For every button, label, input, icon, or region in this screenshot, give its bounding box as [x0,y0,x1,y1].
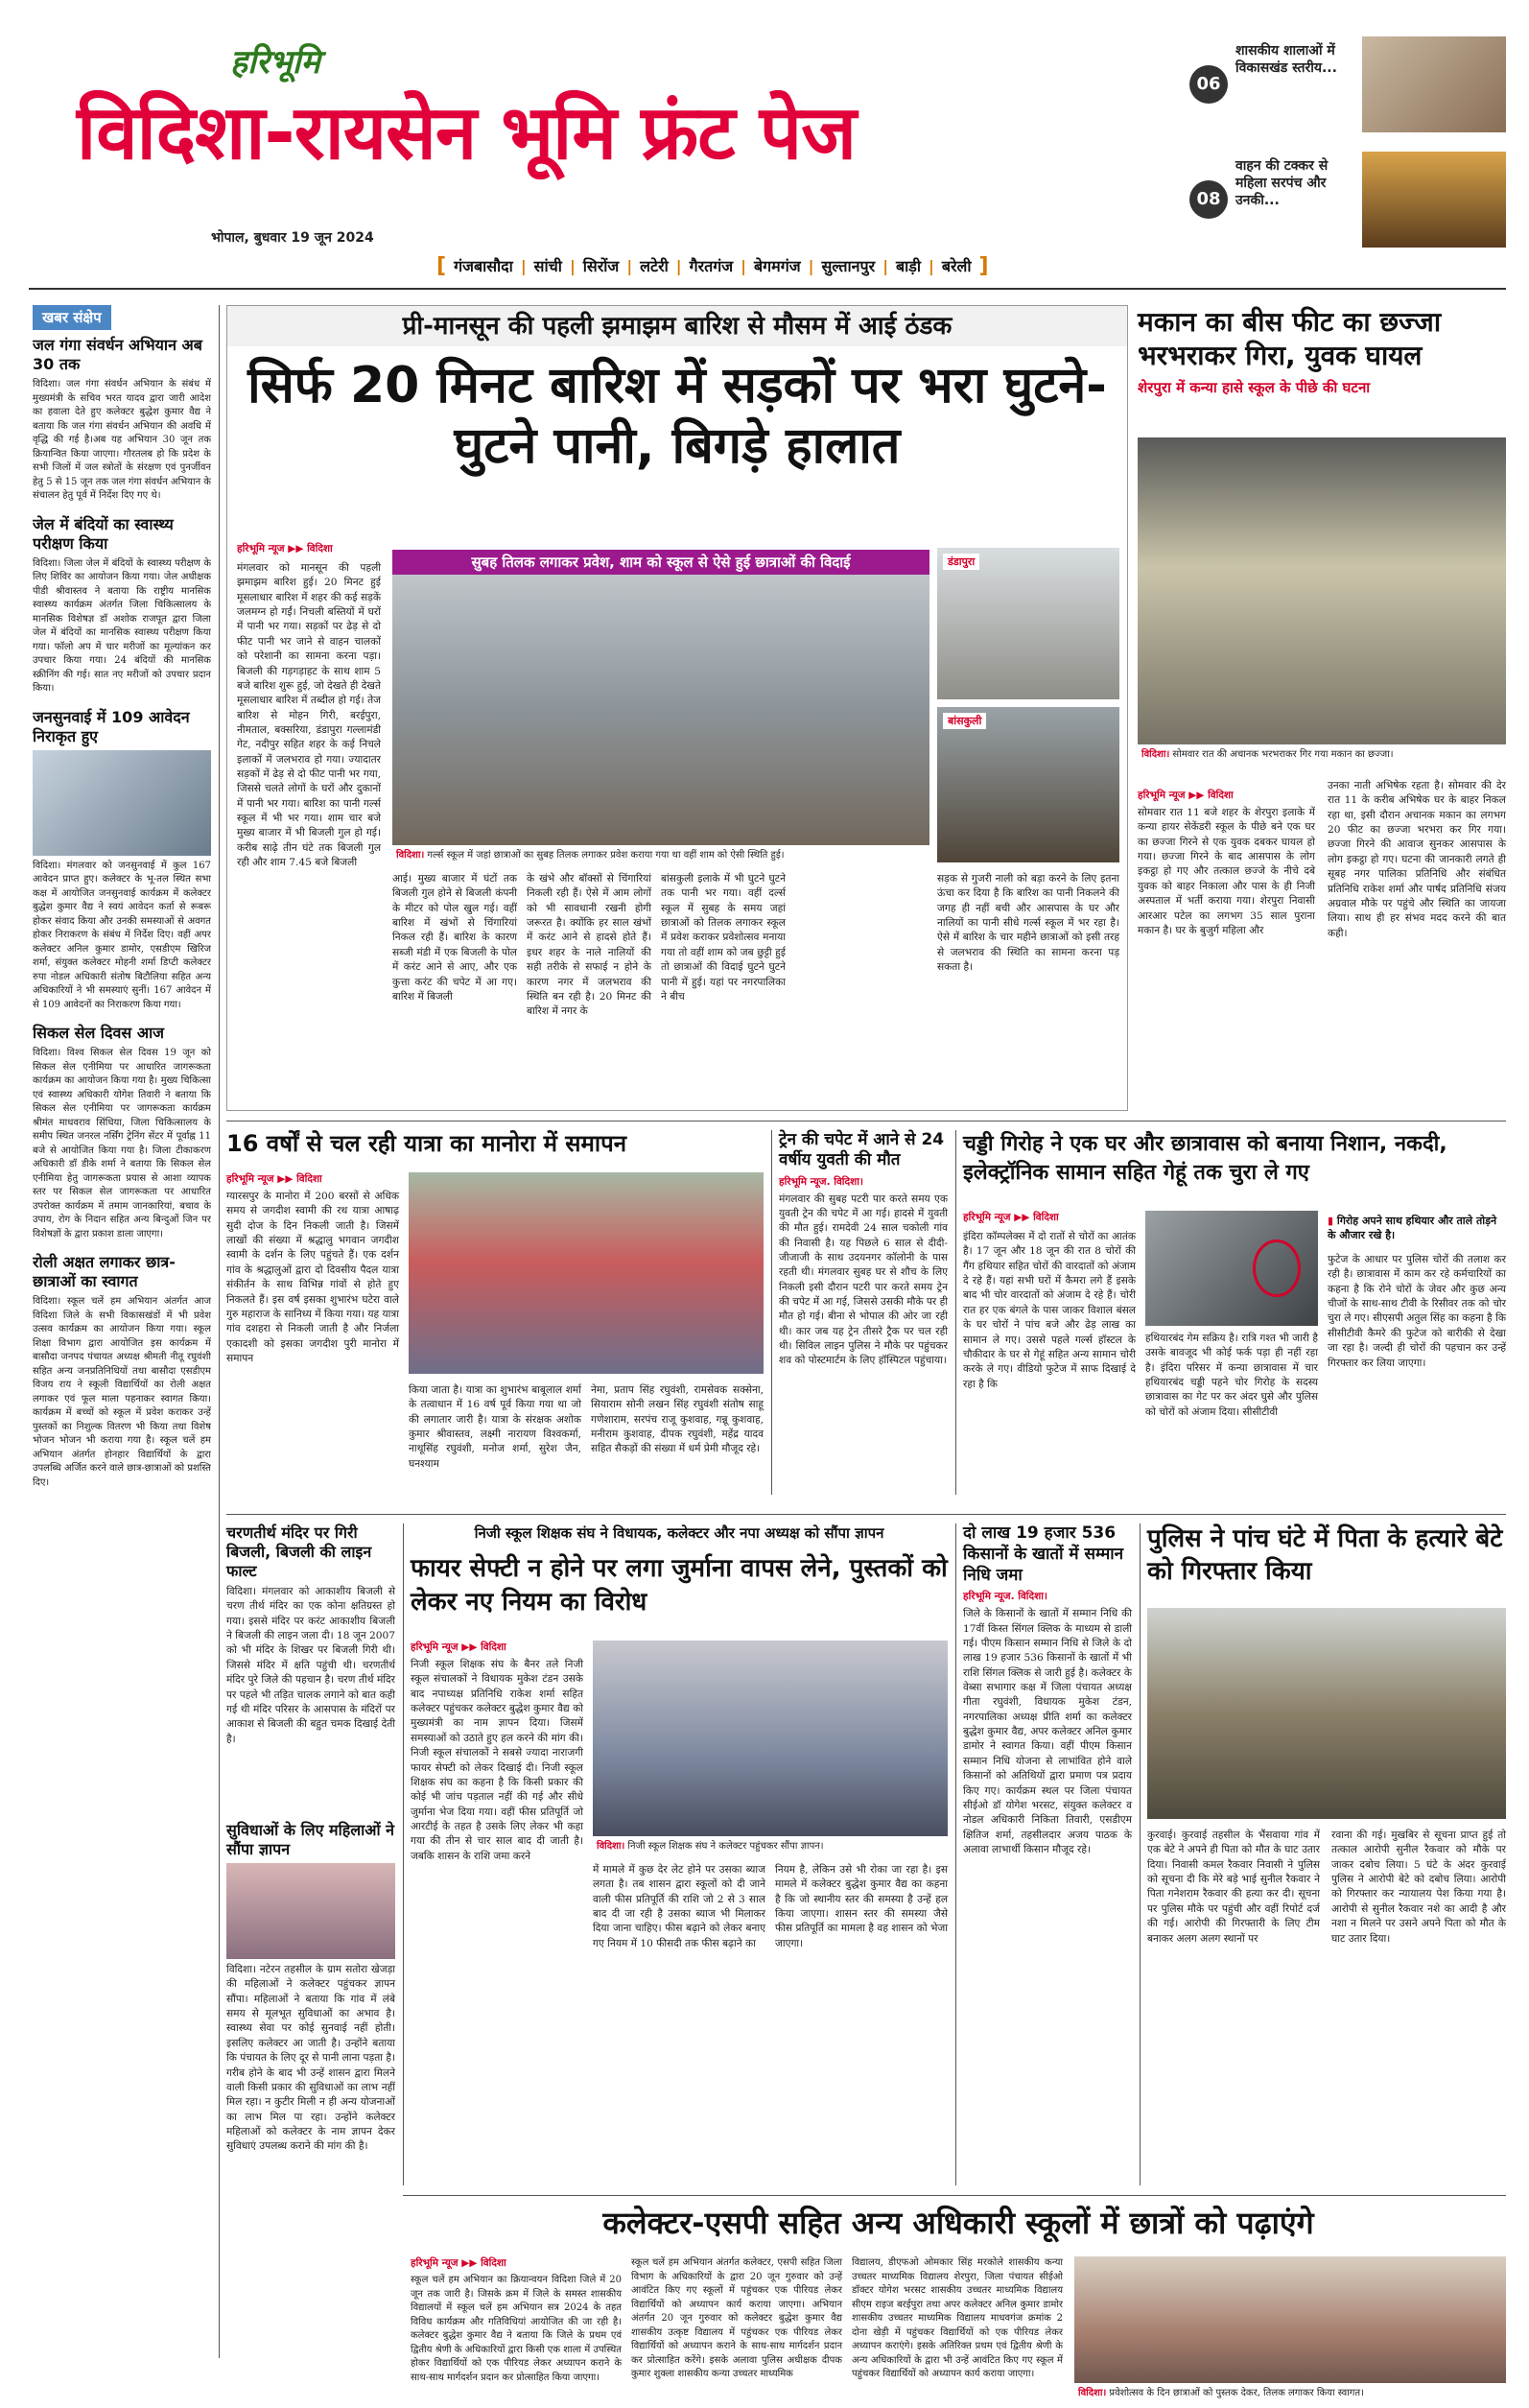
brief-title[interactable]: जनसुनवाई में 109 आवेदन निराकृत हुए [33,707,190,745]
theft-col-2: हथियारबंद गेम सक्रिय है। रात्रि गश्त भी जारी है उसके बावजूद भी कोई फर्क पड़ा ही नहीं रहा है। इंदिरा परिसर में कन्या छात्रावास में चार हथियारबंद चड्डी पहने चोर गिरोह के सदस्य छात्रावास का गेट पर कर अंदर घुसे और पुलिस को चोरों को अंजाम दिया। सीसीटीवी [1145,1333,1318,1418]
train-headline[interactable]: ट्रेन की चपेट में आने से 24 वर्षीय युवती की मौत [779,1130,945,1170]
teaser-page-badge: 08 [1189,180,1228,219]
collector-photo [1074,2256,1506,2400]
yatra-story [226,1130,764,1509]
fire-col-3: नियम है, लेकिन उसे भी रोका जा रहा है। इस मामले में कलेक्टर बुद्धेश कुमार वैद्य का कहना है कि जो स्थानीय स्तर की समस्या है उन्हें हल किया जाएगा। शासन स्तर की समस्या जैसे फीस प्रतिपूर्ति का मामला है वह शासन को भेजा जाएगा। [775,1864,948,1949]
photo-tag: बांसकुली [943,713,986,729]
collapse-story [1138,305,1506,1111]
lead-col-1: मंगलवार को मानसून की पहली झमाझम बारिश हुई। 20 मिनट हुई मूसलाधार बारिश में शहर की कई सड़कें जलमग्न हो गईं। निचली बस्तियों में घरों में पानी भर गया। सड़कों पर ढेड़ से दो फीट पानी भर जाने से वाहन चालकों को परेशानी का सामना करना पड़ा। बिजली की गड़गड़ाहट के साथ शाम 5 बजे बारिश शुरू हुई, जो देखते ही देखते मूसलाधार बारिश में तब्दील हो गई। तेज बारिश से मोहन गिरी, बरईपुरा, नीमताल, बक्सरिया, डंडापुरा गल्लामंडी गेट, नदीपुर सहित शहर के कई निचले इलाकों में जलभराव हो गया। ज्यादातर सड़कों में ढेड़ से दो फीट पानी भर गया, जिससे चलते लोगों के घरों और दुकानों में पानी भर गया। बारिश का पानी गर्ल्स स्कूल में भी भर गया। शाम चार बजे मुख्य बाजार में भी बिजली गुल हो गई। करीब साढ़े तीन घंटे तक बिजली गुल रही और शाम 7.45 बजे बिजली [237,562,381,869]
town-name[interactable]: बेगमगंज [754,257,801,275]
kisan-story [963,1523,1132,2185]
sewing-photo [226,1863,395,1959]
brief-title[interactable]: सिकल सेल दिवस आज [33,1024,165,1042]
lead-col-4: बांसकुली इलाके में भी घुटने घुटने तक पानी भर गया। वहीं दर्ल्स स्कूल में सुबह के समय जहां छात्राओं को तिलक लगाकर स्कूल में प्रवेश कराकर प्रवेशोत्सव मनाया गया तो वहीं शाम को जब छुट्टी हुई तो छात्राओं की विदाई घुटने घुटने पानी में हुई। यहां पर नगरपालिका ने बीच [661,873,786,1003]
caption-text: गर्ल्स स्कूल में जहां छात्राओं का सुबह तिलक लगाकर प्रवेश कराया गया था वहीं शाम को ऐसी स्थिति हुई। [427,850,785,861]
kisan-text: जिले के किसानों के खातों में सम्मान निधि की 17वीं किस्त सिंगल क्लिक के माध्यम से डाली गई। पीएम किसान सम्मान निधि से जिले के दो लाख 19 हजार 536 किसानों के खातों में भी राशि सिंगल क्लिक से जारी हुई है। कलेक्टर के वेब्सा सभागार कक्ष में जिला पंचायत अध्यक्ष गीता रघुवंशी, विधायक मुकेश टंडन, नगरपालिका अध्यक्ष प्रीति शर्मा का कलेक्टर बुद्धेश कुमार वैद्य, अपर कलेक्टर अनिल कुमार डामोर ने स्वागत किया। वहीं पीएम किसान सम्मान निधि योजना से लाभांवित होने वाले किसानों को अतिथियों द्वारा प्रमाण पत्र प्रदाय किए गए। कार्यक्रम स्थल पर जिला पंचायत सीईओ डॉ योगेश भरसट, संयुक्त कलेक्टर व नोडल अधिकारी निकिता तिवारी, एसडीएम क्षितिज शर्मा, तहसीलदार अजय पाठक के अलावा लाभार्थी किसान मौजूद रहे। [963,1608,1132,1855]
caption-prefix: विदिशा। [597,1841,625,1852]
brief-text: विदिशा। विश्व सिकल सेल दिवस 19 जून को सिकल सेल एनीमिया पर आधारित जागरूकता कार्यक्रम का आयोजन किया गया है। मुख्य चिकित्सा एवं स्वास्थ्य अधिकारी योगेश तिवारी ने बताया कि सिकल सेल एनीमिया पर जागरूकता कार्यक्रम श्रीमंत माधवराव सिंधिया, जिला चिकित्सालय के समीप स्थित जनरल नर्सिंग ट्रेनिंग सेंटर में पूर्वाह्न 11 बजे से आयोजित किया गया है। जिला टीकाकरण अधिकारी डॉ डीके शर्मा ने बताया कि सिकल सेल एनीमिया हेतु जागरूकता प्रयास से आशा व्यापक स्तर पर सिकल सेल जागरूकता पर आधारित उपरोक्त कार्यक्रम में तमाम जानकारियां, बचाव के उपाय, रोग के निदान सहित अन्य बिन्दुओं जिन पर विशेषज्ञों के द्वारा प्रकाश डाला जाएगा। [33,1048,211,1239]
yatra-col-2: किया जाता है। यात्रा का शुभारंभ बाबूलाल शर्मा के तत्वाधान में 16 वर्ष पूर्व किया गया था जो की लगातार जारी है। यात्रा के संरक्षक अशोक कुमार श्रीवास्तव, लक्ष्मी नारायण विश्वकर्मा, नाथूसिंह रघुवंशी, मनोज शर्मा, सुरेश जैन, घनश्याम [409,1384,581,1470]
fire-byline: हरिभूमि न्यूज ▶▶ विदिशा [411,1641,506,1653]
yatra-byline: हरिभूमि न्यूज ▶▶ विदिशा [226,1173,322,1185]
brief-item [33,1253,211,1490]
yatra-col-1: ग्यारसपुर के मानोरा में 200 बरसों से अधिक समय से जगदीश स्वामी की रथ यात्रा आषाढ़ सुदी दोज के दिन निकली जाती है। जिसमें लाखों की संख्या में श्रद्धालु भगवान जगदीश स्वामी के दर्शन के लिए पहुंचते हैं। एक दर्शन गांव के श्रद्धालुओं द्वारा दो दिवसीय पैदल यात्रा संकीर्तन के साथ विभिन्न गांवों से होते हुए निकलते हैं। इस वर्ष इसका शुभारंभ घटेरा वाले गुरु महाराज के सानिध्य में किया गया। यह यात्रा गांव दशहरा से निकली जाती है और निर्जला एकादशी को इसका जगदीश पुरी मानोरा में समापन [226,1191,399,1364]
collector-headline[interactable]: कलेक्टर-एसपी सहित अन्य अधिकारी स्कूलों में छात्रों को पढ़ाएंगे [602,2205,1314,2241]
caption-text: निजी स्कूल शिक्षक संघ ने कलेक्टर पहुंचकर सौंपा ज्ञापन। [627,1841,824,1852]
police-headline[interactable]: पुलिस ने पांच घंटे में पिता के हत्यारे बेटे को गिरफ्तार किया [1147,1524,1503,1586]
lead-headline[interactable]: सिर्फ 20 मिनट बारिश में सड़कों पर भरा घुटने-घुटने पानी, बिगड़े हालात [247,357,1107,476]
lead-col-2: आई। मुख्य बाजार में घंटों तक बिजली गुल होने से बिजली कंपनी के मीटर को पोल खुल गई। वहीं बारिश में खंभों से चिंगारियां निकल रही हैं। बारिश के कारण सब्जी मंडी में एक बिजली के पोल में करंट आने से आए, और एक कुत्ता करंट की चपेट में आ गए। बारिश में बिजली [392,873,517,1003]
caption-text: प्रवेशोत्सव के दिन छात्राओं को पुस्तक देकर, तिलक लगाकर किया स्वागत। [1109,2388,1364,2398]
kisan-headline[interactable]: दो लाख 19 हजार 536 किसानों के खातों में सम्मान निधि जमा [963,1523,1124,1585]
lead-story [226,305,1128,1111]
teaser-1[interactable] [1189,36,1506,132]
temple-headline[interactable]: चरणतीर्थ मंदिर पर गिरी बिजली, बिजली की लाइन फाल्ट [226,1523,372,1580]
fire-story [411,1523,948,2185]
briefs-column [33,305,211,2339]
brand-logo: हरिभूमि [230,43,320,82]
collapse-caption [1138,744,1506,762]
train-byline: हरिभूमि न्यूज. विदिशा। [779,1175,863,1188]
town-name[interactable]: सिरोंज [582,257,620,275]
lead-col-5: सड़क से गुजरी नाली को बड़ा करने के लिए इतना ऊंचा कर दिया है कि बारिश का पानी निकलने की जगह ही नहीं बची और आसपास के घर और नालियों का पानी सीधे गर्ल्स स्कूल में भर रहा है। ऐसे में बारिश के चार महीने छात्राओं को इसी तरह से जलभराव की स्थिति का सामना करना पड़ सकता है। [937,873,1119,974]
lead-photo-caption [392,845,929,862]
collapse-col-1: सोमवार रात 11 बजे शहर के शेरपुरा इलाके में कन्या हायर सेकेंडरी स्कूल के पीछे बने एक घर का छज्जा गिरने से एक युवक दबकर घायल हो गया। छज्जा गिरने के बाद आसपास के लोग इकट्ठा हो गए और तत्काल छज्जे के नीचे दबे युवक को बाहर निकाला और पास के ही निजी अस्पताल में भर्ती कराया गया। शेरपुरा निवासी आरआर पटेल का लगभग 35 साल पुराना मकान है। घर के बुजुर्ग महिला और [1138,807,1315,936]
theft-story [963,1130,1506,1504]
temple-story [226,1523,395,1811]
lead-kicker-text: प्री-मानसून की पहली झमाझम बारिश से मौसम में आई ठंडक [402,312,953,341]
town-name[interactable]: सांची [533,257,562,275]
police-story [1147,1523,1506,2185]
collector-byline: हरिभूमि न्यूज ▶▶ विदिशा [411,2257,506,2269]
briefs-label: खबर संक्षेप [33,305,111,330]
brief-text: विदिशा। जल गंगा संवर्धन अभियान के संबंध में मुख्यमंत्री के सचिव भरत यादव द्वारा जारी आदेश का हवाला देते हुए कलेक्टर बुद्धेश कुमार वैद्य ने बताया कि जल गंगा संवर्धन अभियान की अवधि में वृद्धि की गई है।अब यह अभियान 30 जून तक क्रियान्वित किया जाएगा। गौरतलब हो कि प्रदेश के सभी जिलों में जल स्त्रोतों के संरक्षण एवं पुनर्जीवन हेतु 5 से 15 जून तक जल गंगा संवर्धन अभियान के संचालन हेतु पूर्व में निर्देश दिए गए थे। [33,379,211,501]
caption-text: सोमवार रात की अचानक भरभराकर गिर गया मकान का छज्जा। [1172,749,1394,760]
caption-prefix: विदिशा। [1078,2388,1107,2398]
brief-photo [33,750,211,856]
collapse-byline: हरिभूमि न्यूज ▶▶ विदिशा [1138,790,1234,801]
brief-title[interactable]: जल गंगा संवर्धन अभियान अब 30 तक [33,336,202,373]
town-strip: [ गंजबासौदा | सांची | सिरोंज | लटेरी | गैरतगंज | बेगमगंज | सुल्तानपुर | बाड़ी | बरेली ] [436,253,989,278]
train-story [779,1130,948,1504]
town-name[interactable]: गैरतगंज [689,257,734,275]
lead-photo-main [392,575,929,862]
brief-item [33,708,211,1013]
police-col-2: रवाना की गई। मुखबिर से सूचना प्राप्त हुई तो तत्काल आरोपी सुनील रैकवार को मौके पर जाकर दबोच लिया। 5 घंटे के अंदर कुरवाई पुलिस ने आरोपी बेटे को दबोच लिया। आरोपी को गिरफ्तार कर न्यायालय पेश किया गया है। आरोपी से सुनील रैकवार नशे का आदी है और नशा न मिलने पर उसने अपने पिता को मौत के घाट उतार दिया। [1331,1830,1506,1945]
photo-tag: डंडापुरा [943,554,979,570]
town-name[interactable]: लटेरी [640,257,669,275]
collector-caption [1074,2383,1506,2400]
page-title: विदिशा-रायसेन भूमि फ्रंट पेज [77,90,856,177]
theft-byline: हरिभूमि न्यूज ▶▶ विदिशा [963,1212,1059,1223]
theft-col-1: इंदिरा कॉम्पलेक्स में दो रातों से चोरों का आतंक है। 17 जून और 18 जून की रात 8 चोरों की गैंग हथियार सहित चोरों की वारदातों को अंजाम दे रहे हैं। यहां सभी घरों में कैमरा लगे हैं इसके बाद भी चोर वारदातों को अंजाम दे रहे हैं। चोरी रात हर एक बंगले के पास जाकर विशाल बंसल के घर चोरों ने पांच बजे और ढेड़ लाख का सामान ले गए। उससे पहले गर्ल्स हॉस्टल के चौकीदार के घर से गेहूं सहित अन्य सामान चोरी करके ले गए। वीडियो फुटेज में साफ दिखाई दे रहा है कि [963,1231,1136,1390]
collapse-col-2: उनका नाती अभिषेक रहता है। सोमवार की देर रात 11 के करीब अभिषेक घर के बाहर निकल रहा था, इसी दौरान अचानक मकान का लगभग 20 फीट का छज्जा भरभरा कर गिर गया। छज्जा गिरने की आवाज सुनकर आसपास के लोग इकट्ठा हो गए। घटना की जानकारी लगते ही सूबह नगर पालिका प्रतिनिधि और संबंधित प्रतिनिधि राकेश शर्मा और पार्षद प्रतिनिधि संजय अग्रवाल मौके पर पहुंचे और स्थिति का जायजा लिया। साथ ही हर संभव मदद करने की बात कही। [1328,780,1506,939]
collapse-sub: शेरपुरा में कन्या हासे स्कूल के पीछे की घटना [1138,379,1371,396]
police-photo [1147,1608,1506,1819]
lead-photo-strip: सुबह तिलक लगाकर प्रवेश, शाम को स्कूल से ऐसे हुई छात्राओं की विदाई [392,550,929,575]
teaser-text: शासकीय शालाओं में विकासखंड स्तरीय... [1235,43,1337,77]
teaser-page-badge: 06 [1189,65,1228,104]
town-name[interactable]: गंजबासौदा [454,257,513,275]
sewing-story [226,1821,395,2195]
theft-headline[interactable]: चड्डी गिरोह ने एक घर और छात्रावास को बनाया निशान, नकदी, इलेक्ट्रॉनिक सामान सहित गेहूं तक चुरा ले गए [963,1132,1447,1185]
teaser-text: वाहन की टक्कर से महिला सरपंच और उनकी... [1235,158,1329,209]
teaser-2[interactable] [1189,152,1506,248]
yatra-photo [409,1172,764,1374]
fire-col-2: में मामले में कुछ देर लेट होने पर उसका ब्याज लगता है। तब शासन द्वारा स्कूलों को दी जाने वाली फीस प्रतिपूर्ति की राशि जो 2 से 3 साल बाद दी जा रही है उसका ब्याज भी मिलाकर दिया जाना चाहिए। फीस बढ़ाने को लेकर बनाए गए नियम में 10 फीसदी तक फीस बढ़ाने का [593,1864,765,1949]
lead-photo-dandapura [937,548,1119,699]
lead-photo-banskuli [937,707,1119,862]
police-col-1: कुरवाई। कुरवाई तहसील के भैंसवाया गांव में एक बेटे ने अपने ही पिता को मौत के घाट उतार दिया। निवासी कमल रैकवार निवासी ने पुलिस को सूचना दी कि मेरे बड़े भाई सुनील रैकवार ने पिता गनेशराम रैकवार की हत्या कर दी। सूचना पर पुलिस मौके पर पहुंची और वहीं रिपोर्ट दर्ज की गई। आरोपी की गिरफ्तारी के लिए टीम बनाकर अलग अलग स्थानों पर [1147,1830,1320,1945]
dateline: भोपाल, बुधवार 19 जून 2024 [211,230,374,246]
brief-text: विदिशा। जिला जेल में बंदियों के स्वास्थ्य परीक्षण के लिए शिविर का आयोजन किया गया। जेल अधीक्षक पीडी श्रीवास्तव ने बताया कि राष्ट्रीय मानसिक स्वास्थ्य कार्यक्रम अंतर्गत जिला चिकित्सालय के मानसिक विशेषज्ञ डॉ अशोक राजपूत द्वारा जिला जेल में बंदियों का मानसिक स्वास्थ्य परीक्षण किया गया। फॉलो अप में चार मरीजों का मूल्यांकन कर उपचार किया गया। 24 बंदियों की मानसिक स्क्रीनिंग की गई। सात नए मरीजों को उपचार प्रदान किया। [33,557,211,694]
collector-col-3: विद्यालय, डीएफओ ओमकार सिंह मरकोले शासकीय कन्या उच्चतर माध्यमिक विद्यालय शेरपुरा, जिला पंचायत सीईओ डॉक्टर योगेश भरसट शासकीय उच्चतर माध्यमिक विद्यालय सीएम राइज बरईपुरा तथा अपर कलेक्टर अनिल कुमार डामोर शासकीय उच्चतर माध्यमिक विद्यालय माधवगंज क्रमांक 2 दोना खेड़ी में पहुंचकर विद्यार्थियों को एक पीरियड लेकर अध्यापन कराएंगे। इसके अतिरिक्त प्रथम एवं द्वितीय श्रेणी के अन्य अधिकारियों के द्वारा भी उन्हें आवंटित किए गए स्कूल में पहुंचकर विद्यार्थियों को अध्यापन कार्य कराया जाएगा। [852,2257,1063,2379]
theft-col-3: फुटेज के आधार पर पुलिस चोरों की तलाश कर रही है। छात्रावास में काम कर रहे कर्मचारियों का कहना है कि रोने चोरों के जेवर और कुछ अन्य चीजों के साथ-साथ टीवी के रिसीवर तक को चोर चुरा ले गए। सीएसपी अतुल सिंह का कहना है कि सीसीटीवी कैमरे की फुटेज को बारीकी से देखा जा रहा है। जल्दी ही चोरों की पहचान कर उन्हें गिरफ्तार कर लिया जाएगा। [1328,1254,1506,1369]
sewing-text: विदिशा। नटेरन तहसील के ग्राम सतोरा खेजड़ा की महिलाओं ने कलेक्टर पहुंचकर ज्ञापन सौंपा। महिलाओं ने बताया कि गांव में लंबे समय से मूलभूत सुविधाओं का अभाव है। स्वास्थ्य सेवा पर कोई सुनवाई नहीं होती। इसलिए कलेक्टर आ जाती है। उन्होंने बताया कि पंचायत के लिए दूर से पानी लाना पड़ता है। गरीब होने के बाद भी उन्हें शासन द्वारा मिलने वाली किसी प्रकार की सुविधाओं का लाभ नहीं मिल रहा। न कुटीर मिली न ही अन्य योजनाओं का लाभ मिल पा रहा। उन्होंने कलेक्टर महिलाओं को कलेक्टर के नाम ज्ञापन देकर सुविधाएं उपलब्ध कराने की मांग की है। [226,1964,395,2153]
fire-photo [593,1641,948,1853]
fire-caption [593,1836,948,1853]
collapse-headline[interactable]: मकान का बीस फीट का छज्जा भरभराकर गिरा, युवक घायल [1138,306,1442,371]
temple-text: विदिशा। मंगलवार को आकाशीय बिजली से चरण तीर्थ मंदिर का एक कोना क्षतिग्रस्त हो गया। इससे मंदिर पर करंट आकाशीय बिजली ने बिजली की लाइन जला दी। 18 जून 2007 को भी मंदिर के शिखर पर बिजली गिरी थी। जिससे मंदिर में क्षति पहुंची थी। चरणतीर्थ मंदिर पुरे जिले की पहचान है। चरण तीर्थ मंदिर पर पहले भी तड़ित चालक लगाने को बात कही गई थी मंदिर परिसर के आसपास के मंदिरों पर आकाश से बिजली की बहुत चमक दिखाई देती है। [226,1586,395,1745]
lead-col-3: के खंभे और बॉक्सों से चिंगारियां निकली रही हैं। ऐसे में आम लोगों को भी सावधानी रखनी होगी जरूरत है। क्योंकि हर साल खंभों में करंट आने से हादसे होते हैं। इधर शहर के नाले नालियों की सही तरीके से सफाई न होने के कारण नगर में जलभराव की स्थिति बन रही है। 20 मिनट की बारिश में नगर के [527,873,651,1018]
brief-item [33,515,211,696]
caption-prefix: विदिशा। [396,850,425,861]
town-name[interactable]: सुल्तानपुर [821,257,876,275]
collector-col-1: स्कूल चलें हम अभियान का क्रियान्वयन विदिशा जिले में 20 जून तक जारी है। जिसके क्रम में जिले के समस्त शासकीय विद्यालयों में स्कूल चलें हम अभियान सत्र 2024 के तहत विविध कार्यक्रम और गतिविधियां आयोजित की जा रही है। कलेक्टर बुद्धेश कुमार वैद्य ने बताया कि जिले के प्रथम एवं द्वितीय श्रेणी के अधिकारियों द्वारा किसी एक शाला में उपस्थित होकर विद्यार्थियों को एक पीरियड लेकर अध्यापन कराने के साथ-साथ मार्गदर्शन प्रदान कर प्रोत्साहित किया जाएगा। [411,2275,622,2383]
brief-text: विदिशा। मंगलवार को जनसुनवाई में कुल 167 आवेदन प्राप्त हुए। कलेक्टर के भू-तल स्थित सभा कक्ष में आयोजित जनसुनवाई कार्यक्रम में कलेक्टर बुद्धेश कुमार वैद्य ने स्वयं आवेदन कर्ता से रूबरू होकर संवाद किया और उनकी समस्याओं से अवगत होकर निराकरण के संबंध में निर्देश दिए। वहीं अपर कलेक्टर अनिल कुमार डामोर, एसडीएम खिरिज शर्मा, संयुक्त कलेक्टर मोहनी शर्मा डिप्टी कलेक्टर रुपा नोडल अधिकारी संतोष बिटौलिया सहित अन्य अधिकारियों ने भी समस्याएं सुनीं। 167 आवेदन में से 109 आवेदनों का निराकरण किया गया। [33,860,211,1010]
lead-kicker [227,306,1127,346]
fire-headline[interactable]: फायर सेफ्टी न होने पर लगा जुर्माना वापस लेने, पुस्तकों को लेकर नए नियम का विरोध [411,1554,948,1617]
collapse-photo [1138,437,1506,762]
fire-col-1: निजी स्कूल शिक्षक संघ के बैनर तले निजी स्कूल संचालकों ने विधायक मुकेश टंडन उसके बाद नपाध्यक्ष प्रतिनिधि राकेश शर्मा सहित कलेक्टर पहुंचकर कलेक्टर बुद्धेश कुमार वैद्य को मुख्यमंत्री का नाम ज्ञापन दिया। जिसमें समस्याओं को उठाते हुए हल करने की मांग की। निजी स्कूल संचालकों ने सबसे ज्यादा नाराजगी फायर सेफ्टी को लेकर दिखाई दी। निजी स्कूल शिक्षक संघ का कहना है कि किसी प्रकार की कोई भी जांच पड़ताल नहीं की गई और सीधे जुर्माना भेज दिया गया। वहीं फीस प्रतिपूर्ति जो आरटीई के तहत है उसके लिए लेकर भी कहा गया की तीन से चार साल बाद दी जाती है। जबकि शासन के राशि जमा करने [411,1659,583,1862]
train-text: मंगलवार की सुबह पटरी पार करते समय एक युवती ट्रेन की चपेट में आ गई। हादसे में युवती की मौत हुई। रामदेवी 24 साल चकोली गांव की निवासी है। यह पिछले 6 साल से दीदी-जीजाजी के साथ उदयनगर कॉलोनी के पास रहती थी। मंगलवार सुबह घर से शौच के लिए निकली इसी दौरान पटरी पार करते समय ट्रेन की चपेट में आ गई, जिससे उसकी मौके पर ही मौत हो गई। बीना से भोपाल की ओर जा रही थी। कार जब यह ट्रेन तीसरे ट्रैक पर चल रही थी। सिविल लाइन पुलिस ने मौके पर पहुंचकर शव को पोस्टमार्टम के लिए हॉस्पिटल पहुंचाया। [779,1192,948,1367]
brief-item [33,336,211,504]
brief-text: विदिशा। स्कूल चलें हम अभियान अंतर्गत आज विदिशा जिले के सभी विकासखंडों में भी प्रवेश उत्सव कार्यक्रम का आयोजन किया गया। स्कूल शिक्षा विभाग द्वारा आयोजित इस कार्यक्रम में बासौदा जनपद पंचायत अध्यक्ष श्रीमती नीतू रघुवंशी सहित अन्य जनप्रतिनिधियों तथा बासौदा एसडीएम विजय राय ने स्कूली विद्यार्थियों का रोली अक्षत लगाकर एवं फूल माला पहनाकर स्वागत किया। कार्यक्रम में बच्चों को स्कूल में प्रवेश कराकर उन्हें पुस्तकों का निशुल्क वितरण भी किया तथा विशेष भोजन भोजन भी कराया गया है। स्कूल चलें हम अभियान अंतर्गत होनहार विद्यार्थियों के द्वारा उपलब्धि अर्जित करने वाले छात्र-छात्राओं को प्रशस्ति दिए। [33,1296,211,1488]
town-name[interactable]: बाड़ी [896,257,922,275]
fire-kicker: निजी स्कूल शिक्षक संघ ने विधायक, कलेक्टर और नपा अध्यक्ष को सौंपा ज्ञापन [474,1524,884,1542]
teaser-photo [1362,36,1506,132]
theft-photo-note: ▮ गिरोह अपने साथ हथियार और ताले तोड़ने के औजार रखे है। [1328,1215,1497,1241]
brief-title[interactable]: जेल में बंदियों का स्वास्थ्य परीक्षण किया [33,514,174,553]
yatra-col-3: नेमा, प्रताप सिंह रघुवंशी, रामसेवक सक्सेना, सियाराम सोनी लखन सिंह रघुवंशी संतोष साहू गणेशाराम, सरपंच राजू कुशवाह, गन्नू कुशवाह, मनीराम कुशवाह, दीपक रघुवंशी, महेंद्र यादव सहित सैकड़ों की संख्या में धर्म प्रेमी मौजूद रहे। [591,1384,764,1455]
photo-note-text: गिरोह अपने साथ हथियार और ताले तोड़ने के औजार रखे है। [1328,1215,1497,1241]
caption-prefix: विदिशा। [1141,749,1170,760]
collector-col-2: स्कूल चलें हम अभियान अंतर्गत कलेक्टर, एसपी सहित जिला विभाग के अधिकारियों के द्वारा 20 जून गुरुवार को उन्हें आवंटित किए गए स्कूलों में पहुंचकर एक पीरियड लेकर विद्यार्थियों को अध्यापन कार्य कराया जाएगा। अभियान अंतर्गत 20 जून गुरुवार को कलेक्टर बुद्धेश कुमार वैद्य शासकीय उत्कृष्ट विद्यालय में पहुंचकर एक पीरियड लेकर विद्यार्थियों को अध्यापन कराने के साथ-साथ मार्गदर्शन प्रदान कर प्रोत्साहित करेंगे। इसके अलावा पुलिस अधीक्षक दीपक कुमार शुक्ला शासकीय कन्या उच्चतर माध्यमिक [631,2257,842,2379]
brief-title[interactable]: रोली अक्षत लगाकर छात्र-छात्राओं का स्वागत [33,1253,176,1290]
highlight-circle [1253,1239,1301,1297]
town-name[interactable]: बरेली [941,257,972,275]
sewing-headline[interactable]: सुविधाओं के लिए महिलाओं ने सौंपा ज्ञापन [226,1821,395,1858]
teaser-photo [1362,152,1506,248]
masthead [0,0,1529,288]
kisan-byline: हरिभूमि न्यूज. विदिशा। [963,1591,1047,1603]
lead-byline: हरिभूमि न्यूज ▶▶ विदिशा [237,543,333,555]
brief-item [33,1024,211,1241]
yatra-headline[interactable]: 16 वर्षों से चल रही यात्रा का मानोरा में समापन [226,1130,627,1157]
theft-photo [1145,1211,1318,1326]
